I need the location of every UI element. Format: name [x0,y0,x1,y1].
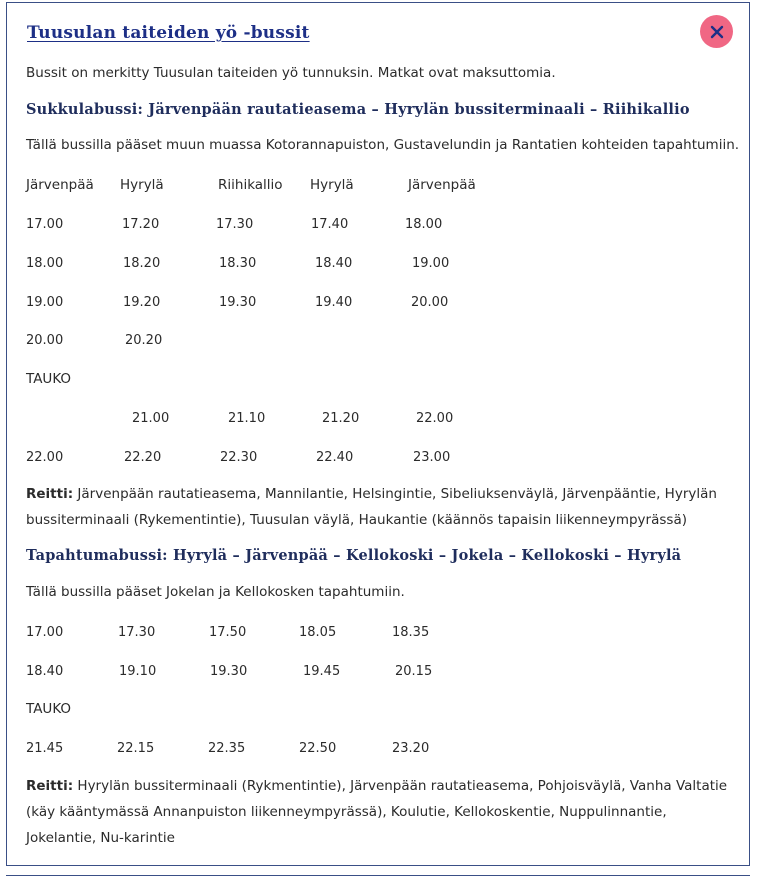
table-cell: 18.20 [123,256,161,271]
section2-route [26,773,731,851]
table-header: Järvenpää [408,177,476,193]
table-cell: 22.00 [26,450,64,465]
route-text: Hyrylän bussiterminaali (Rykmentintie), Järvenpään rautatieasema, Pohjoisväylä, Vanha Valtatie (käy kääntymässä Annanpuiston liikenneympyrässä), Koulutie, Kellokoskentie, Nuppulinnantie, Jokelantie, Nu-karintie [26,778,728,846]
table-cell: 17.50 [209,625,247,640]
table-cell: 19.00 [412,256,450,271]
table-cell: 22.00 [416,411,454,426]
close-button[interactable] [700,15,733,48]
table-cell: 22.20 [124,450,162,465]
table-cell: 19.00 [26,295,64,310]
table-cell: 19.45 [303,664,341,679]
table-cell: 19.30 [219,295,257,310]
table-cell: 18.30 [219,256,257,271]
table-cell: 20.00 [411,295,449,310]
section2-description: Tällä bussilla pääset Jokelan ja Kellokosken tapahtumiin. [26,584,405,600]
table-cell: TAUKO [26,701,72,717]
section2-heading: Tapahtumabussi: Hyrylä – Järvenpää – Kellokoski – Jokela – Kellokoski – Hyrylä [26,547,682,564]
table-cell: 17.00 [26,625,64,640]
table-cell: 19.40 [315,295,353,310]
table-cell: 21.10 [228,411,266,426]
table-cell: 22.50 [299,741,337,756]
next-panel-edge [6,875,750,879]
table-cell: 17.00 [26,217,64,232]
table-cell: 20.00 [26,333,64,348]
table-cell: 21.45 [26,741,64,756]
section1-route [26,481,726,533]
table-header: Riihikallio [218,177,283,193]
table-cell: 22.15 [117,741,155,756]
table-header: Järvenpää [26,177,94,193]
route-label: Reitti: [26,486,74,502]
table-cell: 17.30 [118,625,156,640]
close-icon [710,25,724,39]
table-header: Hyrylä [310,177,354,193]
table-cell: 23.00 [413,450,451,465]
table-cell: 17.20 [122,217,160,232]
table-cell: 22.35 [208,741,246,756]
modal-title: Tuusulan taiteiden yö -bussit [27,23,310,43]
table-cell: 17.40 [311,217,349,232]
table-cell: 23.20 [392,741,430,756]
table-cell: 22.30 [220,450,258,465]
table-cell: 18.05 [299,625,337,640]
table-cell: TAUKO [26,371,72,387]
intro-text: Bussit on merkitty Tuusulan taiteiden yö tunnuksin. Matkat ovat maksuttomia. [26,65,556,81]
route-label: Reitti: [26,778,74,794]
table-cell: 19.20 [123,295,161,310]
table-cell: 18.00 [26,256,64,271]
table-cell: 18.35 [392,625,430,640]
table-cell: 21.20 [322,411,360,426]
table-cell: 18.40 [26,664,64,679]
table-cell: 19.10 [119,664,157,679]
table-cell: 17.30 [216,217,254,232]
section1-heading: Sukkulabussi: Järvenpään rautatieasema – Hyrylän bussiterminaali – Riihikallio [26,101,690,118]
route-text: Järvenpään rautatieasema, Mannilantie, Helsingintie, Sibeliuksenväylä, Järvenpääntie, Hyrylän bussiterminaali (Rykementintie), Tuusulan väylä, Haukantie (käännös tapaisin liikenneympyrässä) [26,486,717,528]
table-header: Hyrylä [120,177,164,193]
table-cell: 21.00 [132,411,170,426]
table-cell: 18.40 [315,256,353,271]
table-cell: 18.00 [405,217,443,232]
bus-info-modal [6,2,750,866]
table-cell: 19.30 [210,664,248,679]
table-cell: 20.15 [395,664,433,679]
table-cell: 22.40 [316,450,354,465]
table-cell: 20.20 [125,333,163,348]
section1-description: Tällä bussilla pääset muun muassa Kotorannapuiston, Gustavelundin ja Rantatien kohteiden tapahtumiin. [26,137,740,153]
